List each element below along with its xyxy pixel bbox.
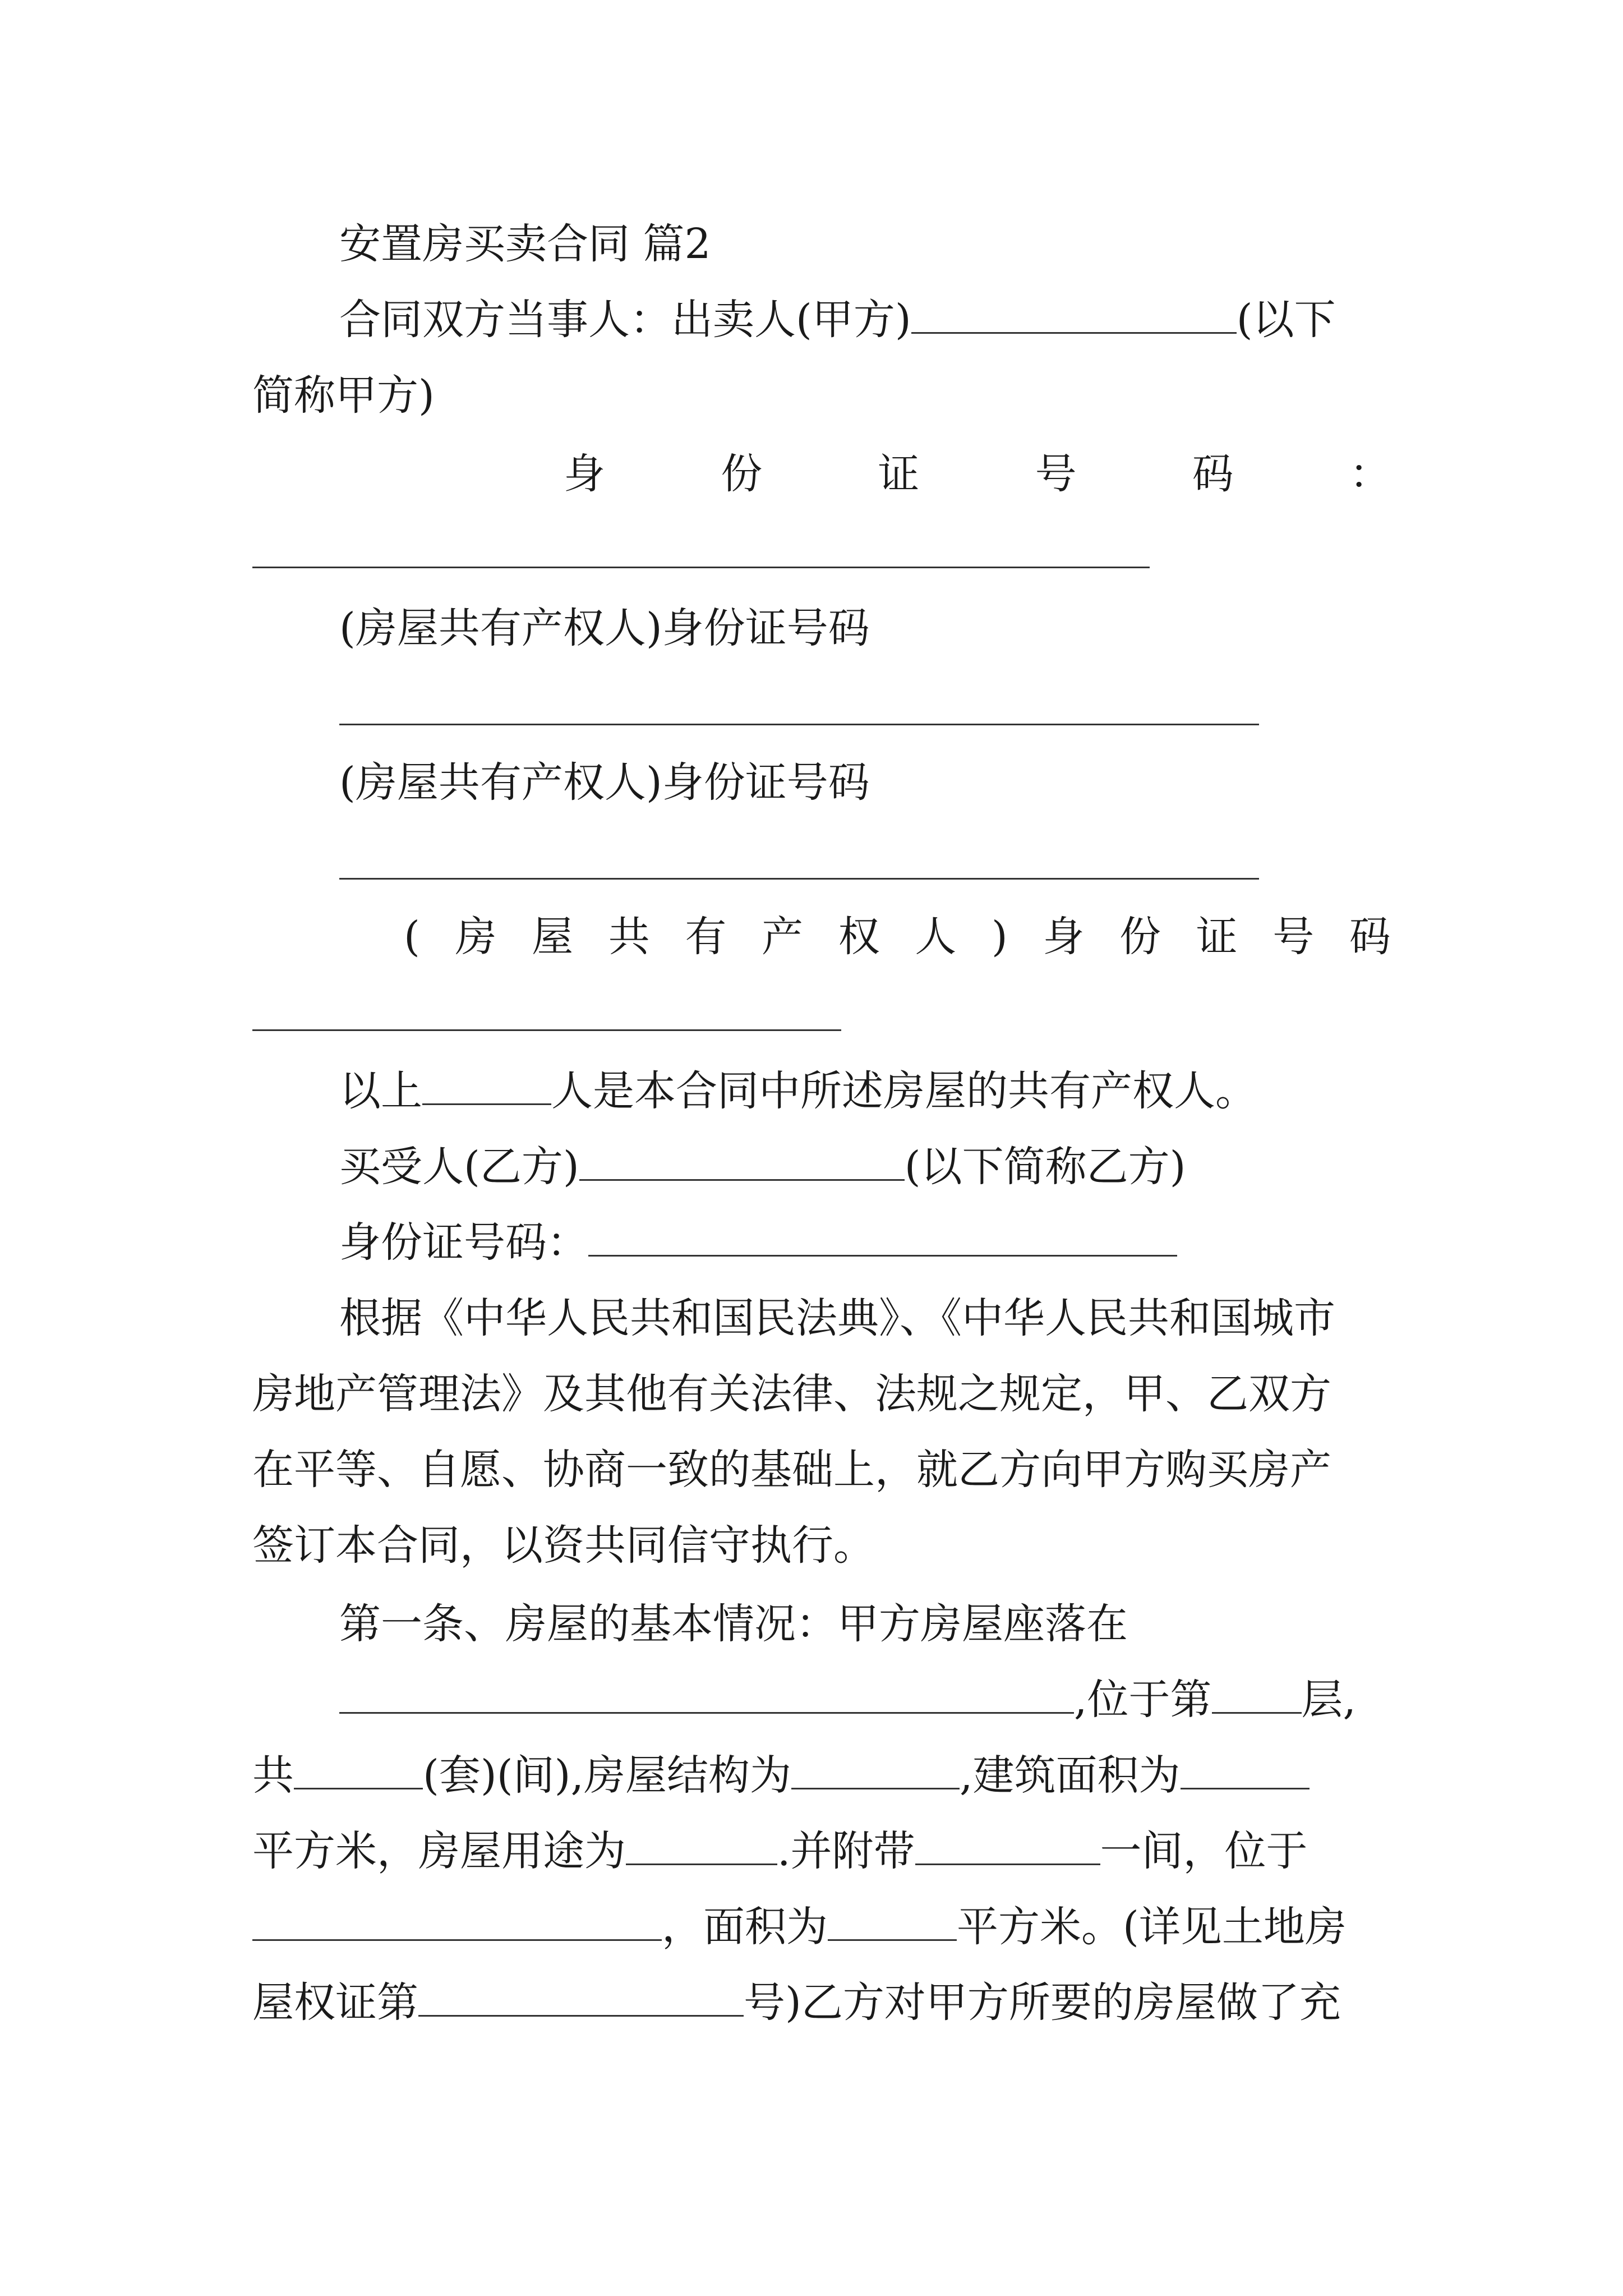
- article-1-line-6: 屋权证第 号)乙方对甲方所要的房屋做了充: [252, 1975, 1391, 2031]
- buyer-line: 买受人(乙方) (以下简称乙方): [339, 1139, 1391, 1195]
- para1-line-4: 签订本合同，以资共同信守执行。: [252, 1521, 875, 1570]
- co-owner-2: (房屋共有产权人)身份证号码: [339, 758, 870, 807]
- article-1-line-5: ，面积为 平方米。(详见土地房: [252, 1899, 1391, 1955]
- attached-area-blank: [828, 1900, 957, 1941]
- co-owner-3: ( 房 屋 共 有 产 权 人 ) 身 份 证 号 码: [404, 913, 1391, 961]
- usage-blank: [626, 1824, 777, 1865]
- attached-blank: [915, 1824, 1100, 1865]
- party-a-line: 合同双方当事人：出卖人(甲方) (以下: [339, 292, 1391, 348]
- floor-blank: [1212, 1673, 1302, 1714]
- page-title: 安置房买卖合同 篇2: [339, 220, 711, 268]
- co-owner-count-blank: [422, 1064, 551, 1105]
- article-1-line-2: ,位于第 层,: [339, 1672, 1391, 1728]
- co-owner-1: (房屋共有产权人)身份证号码: [339, 604, 870, 652]
- article-1-line-4: 平方米，房屋用途为 .并附带 一间，位于: [252, 1823, 1391, 1879]
- buyer-blank: [579, 1140, 905, 1181]
- attached-location-blank: [252, 1900, 662, 1941]
- co-owner-2-blank: [339, 878, 1259, 880]
- co-owner-count-line: 以上 人是本合同中所述房屋的共有产权人。: [339, 1063, 1391, 1119]
- certificate-number-blank: [418, 1976, 744, 2017]
- party-a-line-2: 简称甲方): [252, 371, 435, 420]
- id-number-label: 身 份 证 号 码 ：: [564, 450, 1391, 498]
- para1-line-3: 在平等、自愿、协商一致的基础上，就乙方向甲方购买房产: [252, 1446, 1331, 1494]
- article-1-title: 第一条、房屋的基本情况：甲方房屋座落在: [339, 1600, 1128, 1648]
- id-number-blank: [252, 567, 1150, 568]
- units-blank: [294, 1749, 423, 1789]
- para1-line-2: 房地产管理法》及其他有关法律、法规之规定，甲、乙双方: [252, 1370, 1331, 1418]
- location-blank: [339, 1673, 1074, 1714]
- co-owner-3-blank: [252, 1029, 841, 1031]
- party-a-blank: [911, 293, 1237, 334]
- article-1-line-3: 共 (套)(间),房屋结构为 ,建筑面积为: [252, 1747, 1391, 1803]
- co-owner-1-blank: [339, 724, 1259, 725]
- buyer-id-line: 身份证号码：: [339, 1214, 1391, 1271]
- structure-blank: [791, 1749, 960, 1789]
- buyer-id-blank: [588, 1216, 1177, 1257]
- area-blank: [1181, 1749, 1310, 1789]
- para1-line-1: 根据《中华人民共和国民法典》、《中华人民共和国城市: [339, 1294, 1335, 1342]
